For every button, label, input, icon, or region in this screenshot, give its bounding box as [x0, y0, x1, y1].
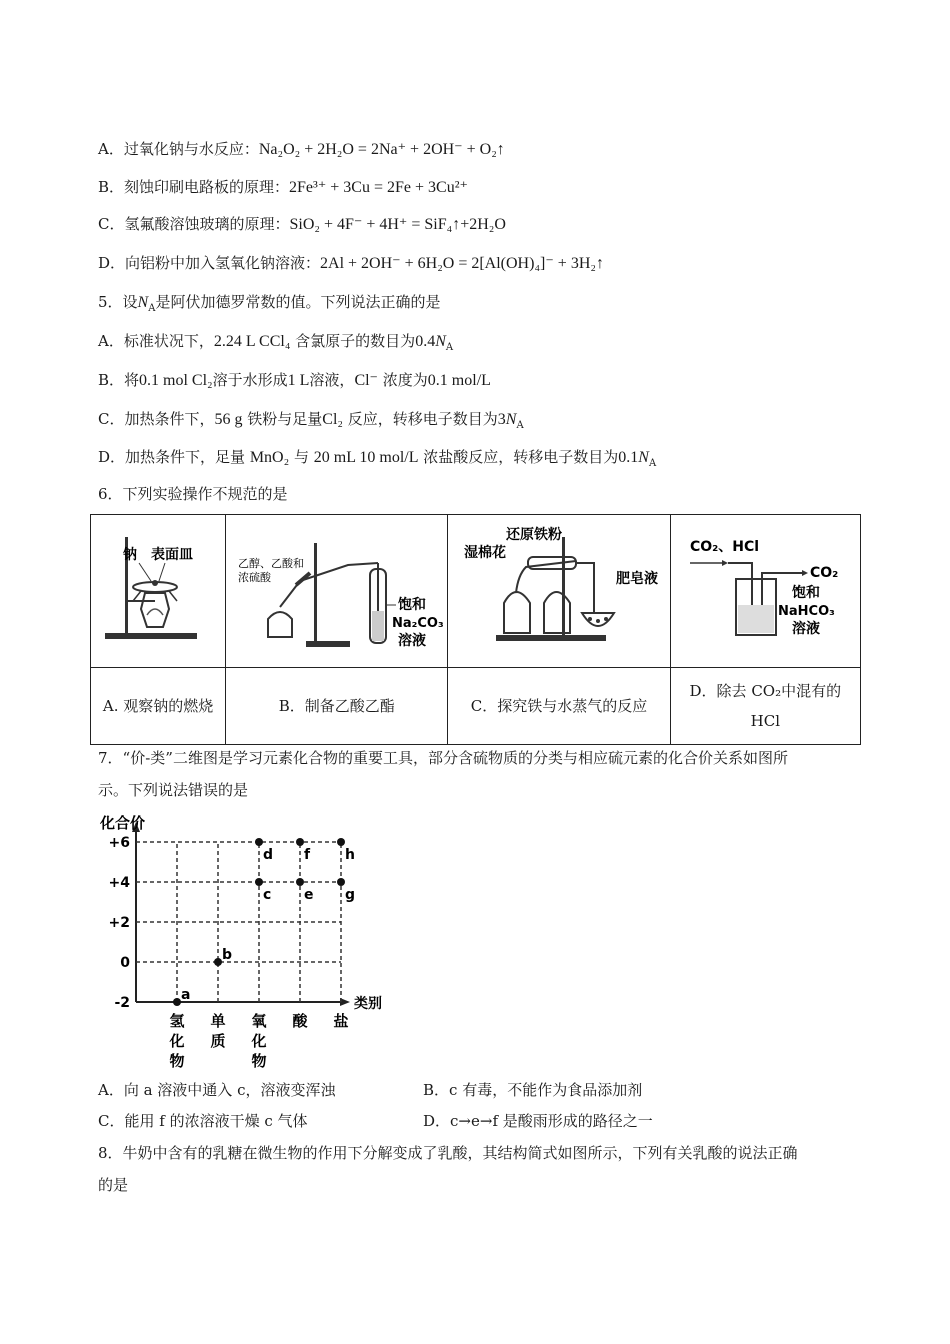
q5-option-c	[98, 409, 524, 430]
q5-a-mid: 2.24 L CCl₄	[213, 333, 291, 350]
label-acid: 浓硫酸	[237, 571, 271, 584]
q5-c-mid2: 铁粉与足量	[247, 410, 323, 428]
na-symbol: N	[505, 411, 517, 428]
q4-option-d	[98, 253, 604, 274]
label-gas-in: CO₂、HCl	[690, 539, 760, 555]
apparatus-a-illustration	[93, 515, 223, 663]
q5-a-post: 含氯原子的数目为	[295, 332, 416, 350]
q5-b-pre: B．将	[98, 371, 140, 389]
label-nahco3: NaHCO₃	[778, 604, 836, 619]
point-label-b: b	[222, 947, 233, 963]
q5-d-post: 浓盐酸反应，转移电子数目为	[423, 448, 619, 466]
category-label: 氧	[251, 1012, 267, 1030]
pic-b-cell	[226, 515, 448, 668]
category-label: 质	[210, 1032, 226, 1050]
q4-option-c-label: C．氢氟酸溶蚀玻璃的原理：	[98, 215, 290, 233]
pic-d-cell	[670, 515, 860, 668]
na-symbol: N	[137, 294, 149, 311]
q7-option-b: B．c 有毒，不能作为食品添加剂	[423, 1081, 643, 1099]
q5-c-pre: C．加热条件下，	[98, 410, 215, 428]
q5-a-pre: A．标准状况下，	[98, 332, 214, 350]
point-label-h: h	[345, 847, 355, 863]
caption-d	[670, 668, 860, 745]
q5-option-d	[98, 447, 656, 468]
y-tick-label: -2	[114, 995, 130, 1011]
category-label: 盐	[333, 1012, 349, 1030]
q4-option-a-label: A．过氧化钠与水反应：	[98, 140, 259, 158]
apparatus-d-illustration	[672, 515, 858, 663]
q4-option-c	[98, 214, 506, 235]
data-point-e	[296, 878, 304, 886]
y-axis-title: 化合价	[100, 814, 146, 832]
data-point-f	[296, 838, 304, 846]
caption-d-line2: HCl	[750, 712, 781, 730]
point-label-c: c	[263, 887, 272, 903]
category-label: 物	[251, 1052, 267, 1070]
y-tick-label: 0	[120, 955, 130, 971]
q4-option-d-label: D．向铝粉中加入氢氧化钠溶液：	[98, 254, 321, 272]
q4-option-b-eq: 2Fe³⁺ + 3Cu = 2Fe + 3Cu²⁺	[289, 179, 468, 196]
apparatus-c-illustration	[450, 515, 668, 663]
q4-option-a-eq: Na₂O₂ + 2H₂O = 2Na⁺ + 2OH⁻ + O₂↑	[258, 141, 505, 158]
q5-b-mid: 0.1 mol Cl₂	[139, 372, 213, 389]
q5-a-val: 0.4	[415, 333, 436, 350]
category-label: 氢	[169, 1012, 185, 1030]
caption-b: B．制备乙酸乙酯	[226, 668, 448, 745]
label-soap: 肥皂液	[616, 571, 659, 587]
point-label-e: e	[304, 887, 314, 903]
na-sub: A	[516, 420, 524, 431]
q5-b-mid3: 溶液，	[309, 371, 355, 389]
label-na2co3: Na₂CO₃	[391, 616, 444, 631]
label-saturated: 饱和	[792, 585, 821, 601]
category-label: 物	[169, 1052, 185, 1070]
q4-option-b	[98, 177, 468, 198]
y-tick-label: +4	[108, 875, 130, 891]
q5-d-pre: D．加热条件下，足量	[98, 448, 246, 466]
q5-c-mid: 56 g	[214, 411, 243, 428]
x-axis-title: 类别	[354, 996, 382, 1012]
q4-option-d-eq: 2Al + 2OH⁻ + 6H₂O = 2[Al(OH)₄]⁻ + 3H₂↑	[320, 255, 604, 272]
q5-c-val: 3	[497, 411, 506, 428]
data-point-g	[337, 878, 345, 886]
q7-option-c: C．能用 f 的浓溶液干燥 c 气体	[98, 1112, 308, 1130]
point-label-f: f	[304, 847, 311, 863]
q5-d-val: 0.1	[618, 449, 639, 466]
data-point-c	[255, 878, 263, 886]
na-symbol: N	[435, 333, 446, 350]
data-point-h	[337, 838, 345, 846]
experiment-table	[90, 514, 861, 745]
q5-stem-pre: 5．设	[98, 293, 138, 311]
label-solution: 溶液	[792, 621, 821, 637]
point-label-a: a	[181, 987, 191, 1003]
q4-option-b-label: B．刻蚀印刷电路板的原理：	[98, 178, 290, 196]
q5-option-b	[98, 370, 491, 391]
na-sub: A	[148, 303, 156, 314]
na-sub: A	[445, 342, 454, 353]
q5-b-vol: 1 L	[287, 372, 310, 389]
label-watch-glass: 表面皿	[151, 547, 194, 563]
y-tick-label: +2	[108, 915, 130, 931]
data-point-b	[214, 958, 222, 966]
label-iron-powder: 还原铁粉	[506, 527, 563, 543]
na-sub: A	[648, 458, 657, 469]
category-label: 化	[251, 1032, 267, 1050]
q7-option-d: D．c→e→f 是酸雨形成的路径之一	[423, 1112, 653, 1130]
category-label: 酸	[292, 1012, 308, 1030]
pic-a-cell	[91, 515, 226, 668]
caption-c: C．探究铁与水蒸气的反应	[448, 668, 670, 745]
q5-b-val: 0.1 mol/L	[427, 372, 491, 389]
apparatus-b-illustration	[228, 515, 446, 663]
q4-option-a	[98, 139, 505, 160]
point-label-d: d	[263, 847, 274, 863]
category-label: 化	[169, 1032, 185, 1050]
label-reagents: 乙醇、乙酸和	[237, 557, 304, 570]
point-label-g: g	[345, 887, 356, 903]
label-wet-cotton: 湿棉花	[464, 545, 507, 561]
caption-d-line1: D．除去 CO₂中混有的	[689, 682, 842, 700]
q7-stem-line1: 7．“价-类”二维图是学习元素化合物的重要工具，部分含硫物质的分类与相应硫元素的化合价关系如图所	[98, 749, 788, 767]
pic-c-cell	[448, 515, 670, 668]
q5-c-cl: Cl₂	[322, 411, 343, 428]
q5-d-mno: MnO₂	[249, 449, 290, 466]
q5-c-post: 反应，转移电子数目为	[347, 410, 498, 428]
label-sodium: 钠	[123, 547, 138, 563]
q5-b-ion: Cl⁻	[354, 372, 378, 389]
q8-stem-line1: 8．牛奶中含有的乳糖在微生物的作用下分解变成了乳酸，其结构简式如图所示，下列有关乳酸的说法正确	[98, 1144, 798, 1162]
na-symbol: N	[638, 449, 649, 466]
label-saturated: 饱和	[397, 597, 426, 613]
q5-stem-post: 是阿伏加德罗常数的值。下列说法正确的是	[155, 293, 441, 311]
q5-option-a	[98, 331, 453, 352]
q4-option-c-eq: SiO₂ + 4F⁻ + 4H⁺ = SiF₄↑+2H₂O	[289, 216, 506, 233]
q7-stem-line2: 示。下列说法错误的是	[98, 781, 249, 799]
label-solution: 溶液	[397, 633, 426, 649]
q5-d-vol: 20 mL 10 mol/L	[313, 449, 419, 466]
q5-b-post: 浓度为	[382, 371, 428, 389]
q5-b-mid2: 溶于水形成	[212, 371, 288, 389]
valence-class-chart	[96, 808, 416, 1070]
q6-stem: 6．下列实验操作不规范的是	[98, 485, 288, 503]
q8-stem-line2: 的是	[98, 1176, 129, 1194]
q7-option-a: A．向 a 溶液中通入 c，溶液变浑浊	[98, 1081, 336, 1099]
label-gas-out: CO₂	[810, 565, 839, 581]
data-point-d	[255, 838, 263, 846]
q5-stem	[98, 292, 440, 313]
q5-d-mid: 与	[293, 448, 309, 466]
category-label: 单	[210, 1012, 226, 1030]
y-tick-label: +6	[108, 835, 130, 851]
caption-a: A. 观察钠的燃烧	[91, 668, 226, 745]
data-point-a	[173, 998, 181, 1006]
